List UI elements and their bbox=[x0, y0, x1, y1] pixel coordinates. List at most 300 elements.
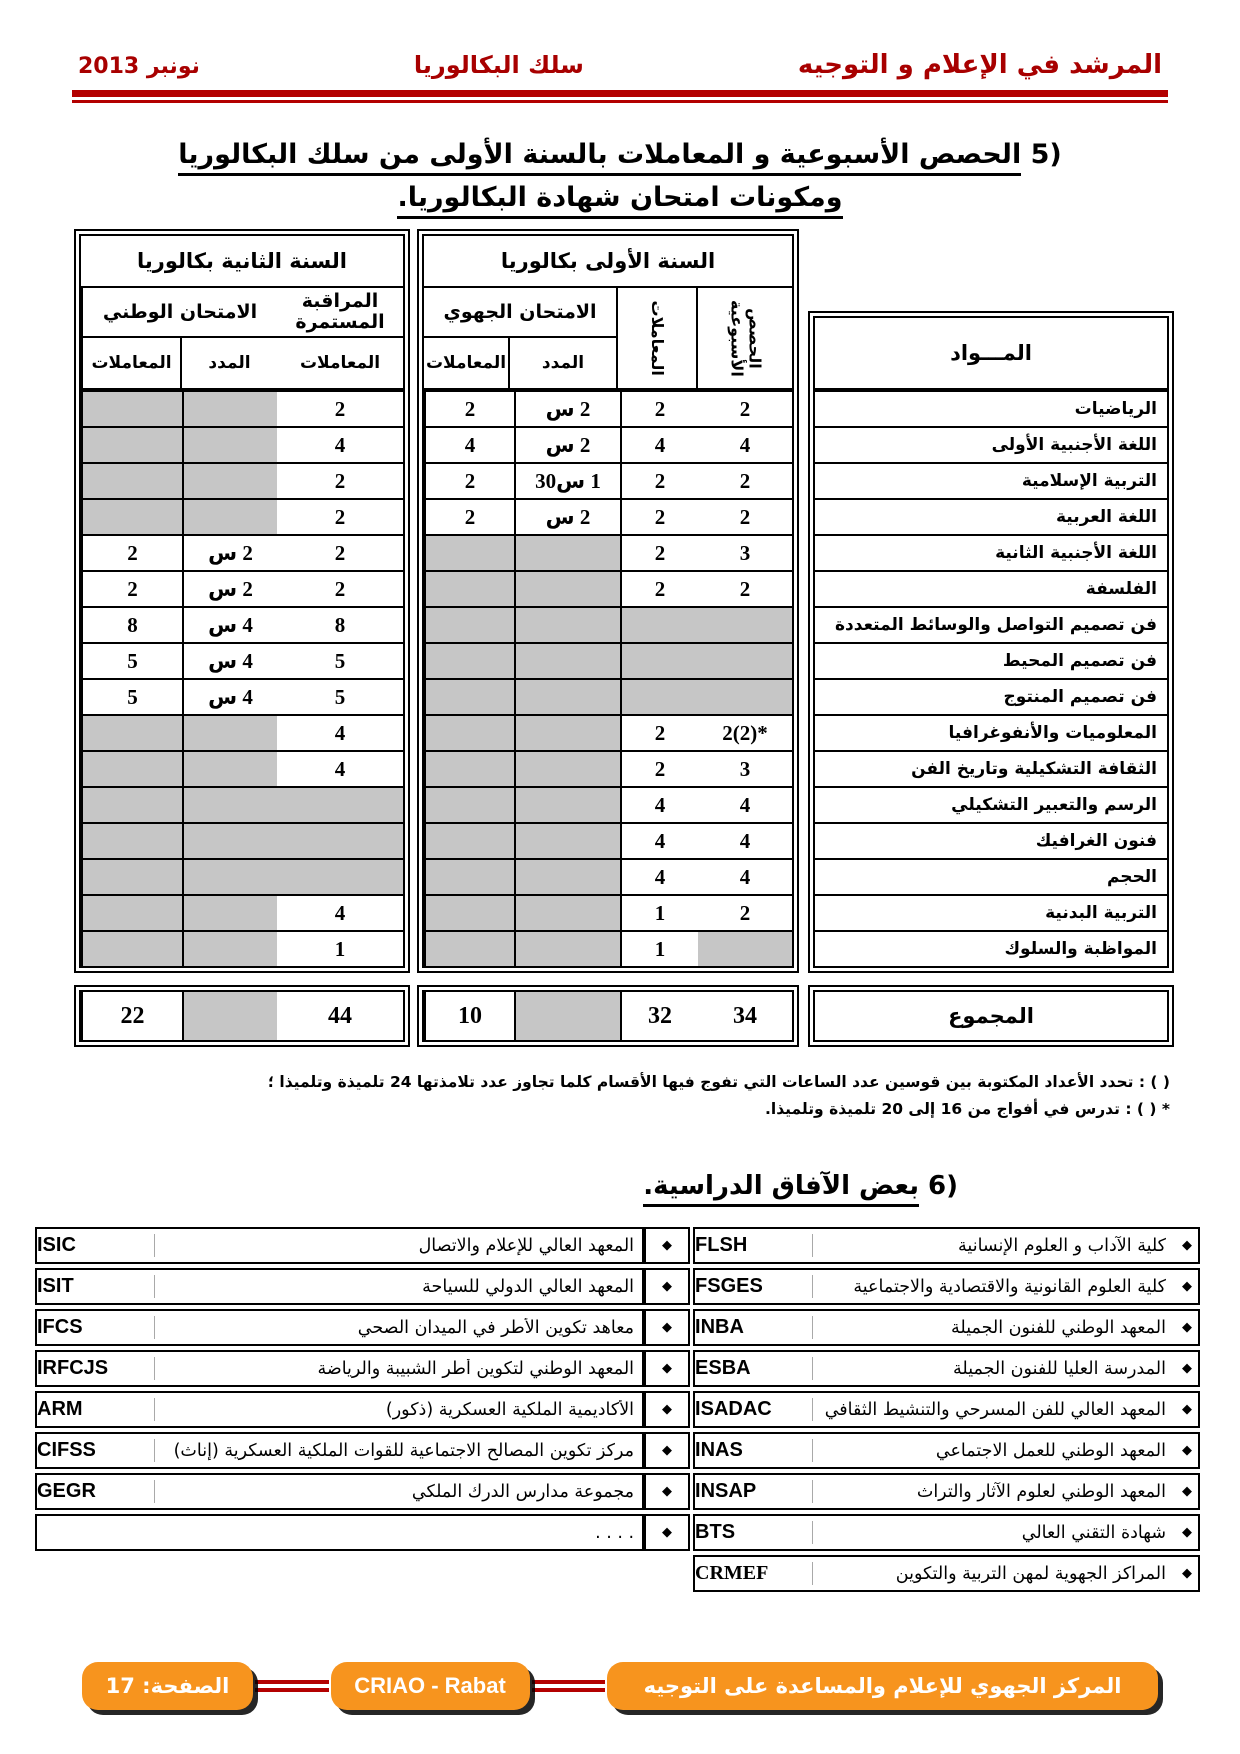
table-cell: 2(2)* bbox=[722, 720, 768, 745]
page-footer bbox=[82, 1662, 1158, 1710]
year1-body bbox=[424, 392, 792, 966]
table-row bbox=[815, 464, 1167, 500]
table-cell: 2 bbox=[424, 464, 514, 498]
institution-label: كلية الآداب و العلوم الإنسانية bbox=[958, 1235, 1166, 1256]
year2-title: السنة الثانية بكالوريا bbox=[81, 236, 403, 288]
table-cell: 4 س bbox=[182, 644, 277, 678]
institution-label: الأكاديمية الملكية العسكرية (ذكور) bbox=[385, 1399, 635, 1420]
table-row bbox=[815, 500, 1167, 536]
table-cell bbox=[81, 788, 182, 822]
diamond-bullet-icon: ◆ bbox=[1182, 1238, 1192, 1254]
table-cell bbox=[182, 896, 277, 930]
subjects-body bbox=[815, 392, 1167, 966]
section5-title-line1 bbox=[0, 139, 1240, 170]
institution-acronym: BTS bbox=[695, 1521, 813, 1544]
table-row bbox=[424, 572, 792, 608]
list-item bbox=[35, 1350, 693, 1387]
table-row bbox=[81, 932, 403, 966]
diamond-bullet-icon: ◆ bbox=[1182, 1484, 1192, 1500]
table-cell bbox=[277, 824, 403, 858]
table-cell bbox=[182, 716, 277, 750]
table-cell: 2 bbox=[739, 576, 751, 601]
table-cell bbox=[514, 536, 620, 570]
table-cell bbox=[514, 860, 620, 894]
list-item-box bbox=[693, 1268, 1200, 1305]
year1-group bbox=[417, 229, 799, 973]
list-item bbox=[693, 1309, 1200, 1346]
institution-label: المعهد العالي الدولي للسياحة bbox=[422, 1276, 635, 1297]
table-cell: 2 bbox=[620, 536, 698, 570]
section6-number: 6) bbox=[928, 1171, 958, 1202]
diamond-bullet-icon: ◆ bbox=[644, 1309, 690, 1346]
section6-title bbox=[0, 1171, 958, 1201]
institution-label: المعهد الوطني لعلوم الآثار والتراث bbox=[916, 1481, 1166, 1502]
subject-cell: اللغة الأجنبية الثانية bbox=[995, 543, 1157, 563]
table-row bbox=[815, 680, 1167, 716]
diamond-bullet-icon: ◆ bbox=[1182, 1525, 1192, 1541]
table-cell: 4 bbox=[334, 720, 346, 745]
table-row bbox=[424, 752, 792, 788]
table-cell: 4 bbox=[620, 428, 698, 462]
table-cell: 2 bbox=[739, 900, 751, 925]
table-row bbox=[81, 572, 403, 608]
institution-acronym: ARM bbox=[37, 1398, 155, 1421]
institution-label: شهادة التقني العالي bbox=[1021, 1522, 1166, 1543]
table-cell: 2 س bbox=[514, 392, 620, 426]
subject-cell: المعلوميات والأنفوغرافيا bbox=[948, 723, 1157, 743]
institution-acronym: GEGR bbox=[37, 1480, 155, 1503]
table-cell: 3 bbox=[739, 756, 751, 781]
table-cell: 1 س30 bbox=[514, 464, 620, 498]
footer-connector-right bbox=[532, 1680, 606, 1692]
table-cell bbox=[424, 896, 514, 930]
table-cell bbox=[620, 608, 698, 642]
diamond-bullet-icon: ◆ bbox=[1182, 1279, 1192, 1295]
table-cell: 5 bbox=[334, 648, 346, 673]
table-cell bbox=[81, 500, 182, 534]
table-cell: 2 bbox=[620, 464, 698, 498]
subject-cell: فن تصميم المنتوج bbox=[1003, 687, 1157, 707]
table-row bbox=[81, 824, 403, 860]
table-cell: 2 bbox=[620, 716, 698, 750]
table-row bbox=[424, 536, 792, 572]
footer-org-pill: المركز الجهوي للإعلام والمساعدة على التوجيه bbox=[607, 1662, 1158, 1710]
table-row bbox=[424, 680, 792, 716]
table-row bbox=[81, 428, 403, 464]
table-cell: 2 bbox=[739, 468, 751, 493]
table-row bbox=[424, 716, 792, 752]
table-cell bbox=[81, 932, 182, 966]
institution-label: المعهد العالي للإعلام والاتصال bbox=[418, 1235, 635, 1256]
table-cell: 4 bbox=[334, 756, 346, 781]
table-cell: 2 bbox=[739, 396, 751, 421]
institution-acronym: IFCS bbox=[37, 1316, 155, 1339]
totals-label-box bbox=[808, 985, 1174, 1047]
list-item bbox=[35, 1432, 693, 1469]
list-item bbox=[35, 1227, 693, 1264]
diamond-bullet-icon: ◆ bbox=[644, 1514, 690, 1551]
table-row bbox=[815, 428, 1167, 464]
table-cell bbox=[424, 716, 514, 750]
table-cell: 8 bbox=[81, 608, 182, 642]
table-cell bbox=[514, 788, 620, 822]
table-row bbox=[424, 464, 792, 500]
institution-acronym: INBA bbox=[695, 1316, 813, 1339]
list-item bbox=[693, 1432, 1200, 1469]
list-item bbox=[693, 1473, 1200, 1510]
table-cell bbox=[698, 608, 792, 642]
institution-label: المراكز الجهوية لمهن التربية والتكوين bbox=[895, 1563, 1166, 1584]
table-cell bbox=[81, 824, 182, 858]
subjects-column bbox=[808, 311, 1174, 973]
footer-center-pill: CRIAO - Rabat bbox=[331, 1662, 530, 1710]
table-row bbox=[424, 860, 792, 896]
table-cell: 3 bbox=[739, 540, 751, 565]
footer-page-number-pill: الصفحة: 17 bbox=[82, 1662, 253, 1710]
subjects-header: المـــواد bbox=[815, 318, 1167, 392]
year1-coeff-header: المعاملات bbox=[616, 288, 696, 388]
footnote-2: * ( ) : تدرس في أفواج من 16 إلى 20 تلميذة وتلميذا. bbox=[765, 1100, 1170, 1119]
totals-row bbox=[66, 985, 1174, 1047]
subject-cell: الرسم والتعبير التشكيلي bbox=[951, 795, 1157, 815]
table-cell: 4 bbox=[334, 900, 346, 925]
table-cell bbox=[514, 932, 620, 966]
table-cell bbox=[81, 716, 182, 750]
regional-duration-header: المدد bbox=[508, 338, 616, 388]
table-cell: 2 bbox=[334, 468, 346, 493]
table-cell: 5 bbox=[81, 644, 182, 678]
subject-cell: المواظبة والسلوك bbox=[1004, 939, 1157, 959]
subject-cell: اللغة العربية bbox=[1056, 507, 1157, 527]
table-cell bbox=[182, 428, 277, 462]
table-row bbox=[81, 536, 403, 572]
table-row bbox=[815, 824, 1167, 860]
table-cell bbox=[620, 680, 698, 714]
institution-acronym: ISIT bbox=[37, 1275, 155, 1298]
table-cell: 2 bbox=[81, 536, 182, 570]
table-cell: 34 bbox=[733, 1002, 757, 1029]
table-cell: 2 bbox=[334, 540, 346, 565]
table-cell bbox=[182, 932, 277, 966]
table-row bbox=[815, 536, 1167, 572]
table-row bbox=[81, 788, 403, 824]
table-cell bbox=[514, 644, 620, 678]
table-cell: 5 bbox=[81, 680, 182, 714]
institution-label: المعهد الوطني لتكوين أطر الشبيبة والرياضة bbox=[317, 1358, 635, 1379]
table-cell: 2 bbox=[620, 392, 698, 426]
list-item-box bbox=[693, 1473, 1200, 1510]
table-cell bbox=[698, 680, 792, 714]
prospects-left-column bbox=[35, 1227, 693, 1555]
table-cell: 1 bbox=[334, 936, 346, 961]
table-row bbox=[815, 788, 1167, 824]
table-cell bbox=[81, 464, 182, 498]
table-cell: 4 س bbox=[182, 608, 277, 642]
table-row bbox=[81, 608, 403, 644]
prospects-lists bbox=[35, 1227, 1200, 1596]
table-cell: 2 bbox=[81, 572, 182, 606]
table-cell bbox=[424, 536, 514, 570]
table-cell: 5 bbox=[334, 684, 346, 709]
table-cell bbox=[81, 392, 182, 426]
national-exam-title: الامتحان الوطني bbox=[83, 288, 277, 338]
table-cell: 2 bbox=[620, 572, 698, 606]
subject-cell: فن تصميم المحيط bbox=[1002, 651, 1157, 671]
subject-cell: التربية البدنية bbox=[1045, 903, 1157, 923]
table-cell bbox=[514, 752, 620, 786]
year1-title: السنة الأولى بكالوريا bbox=[424, 236, 792, 288]
table-cell bbox=[81, 896, 182, 930]
table-row bbox=[815, 716, 1167, 752]
header-date: نونبر 2013 bbox=[78, 54, 200, 79]
institution-label: المعهد الوطني للعمل الاجتماعي bbox=[935, 1440, 1166, 1461]
year2-body bbox=[81, 392, 403, 966]
table-cell bbox=[81, 428, 182, 462]
prospects-right-column bbox=[693, 1227, 1200, 1596]
diamond-bullet-icon: ◆ bbox=[1182, 1320, 1192, 1336]
list-item bbox=[35, 1514, 693, 1551]
table-cell bbox=[182, 824, 277, 858]
table-cell bbox=[620, 644, 698, 678]
table-cell bbox=[698, 932, 792, 966]
regional-exam-header bbox=[424, 288, 616, 388]
table-cell: 4 bbox=[739, 828, 751, 853]
subject-cell: اللغة الأجنبية الأولى bbox=[991, 435, 1157, 455]
diamond-bullet-icon: ◆ bbox=[644, 1473, 690, 1510]
table-cell bbox=[698, 644, 792, 678]
table-cell bbox=[514, 824, 620, 858]
table-row bbox=[81, 464, 403, 500]
table-cell: 2 س bbox=[514, 500, 620, 534]
subject-cell: الرياضيات bbox=[1074, 399, 1157, 419]
table-cell bbox=[514, 992, 620, 1040]
table-row bbox=[815, 644, 1167, 680]
table-cell: 2 س bbox=[514, 428, 620, 462]
table-row bbox=[424, 608, 792, 644]
list-item-box bbox=[693, 1350, 1200, 1387]
section5-title-line2: ومكونات امتحان شهادة البكالوريا. bbox=[0, 182, 1240, 213]
institution-acronym: FLSH bbox=[695, 1234, 813, 1257]
table-row bbox=[815, 608, 1167, 644]
table-cell: 4 bbox=[424, 428, 514, 462]
table-cell bbox=[182, 752, 277, 786]
list-item bbox=[35, 1268, 693, 1305]
regional-exam-title: الامتحان الجهوي bbox=[424, 288, 616, 338]
totals-year2-box bbox=[74, 985, 410, 1047]
list-item-box bbox=[693, 1309, 1200, 1346]
section5-title-text: الحصص الأسبوعية و المعاملات بالسنة الأولى من سلك البكالوريا bbox=[178, 139, 1021, 176]
continuous-assessment-header bbox=[277, 288, 403, 388]
table-cell bbox=[424, 680, 514, 714]
continuous-coeff-header: المعاملات bbox=[299, 353, 381, 373]
header-title-right: المرشد في الإعلام و التوجيه bbox=[797, 50, 1162, 80]
list-item bbox=[693, 1268, 1200, 1305]
institution-acronym: INAS bbox=[695, 1439, 813, 1462]
table-row bbox=[81, 860, 403, 896]
list-item-box bbox=[693, 1432, 1200, 1469]
institution-acronym: FSGES bbox=[695, 1275, 813, 1298]
table-cell bbox=[424, 608, 514, 642]
table-row bbox=[81, 896, 403, 932]
section6-title-text: بعض الآفاق الدراسية. bbox=[643, 1171, 919, 1207]
table-cell bbox=[514, 572, 620, 606]
subject-cell: الحجم bbox=[1106, 867, 1157, 887]
list-item-box bbox=[35, 1350, 644, 1387]
table-row bbox=[81, 752, 403, 788]
table-row bbox=[815, 860, 1167, 896]
table-cell: 2 bbox=[739, 504, 751, 529]
table-footnotes bbox=[70, 1069, 1170, 1123]
table-row bbox=[81, 500, 403, 536]
institution-label: مجموعة مدارس الدرك الملكي bbox=[411, 1481, 635, 1502]
table-cell bbox=[182, 464, 277, 498]
table-cell bbox=[424, 824, 514, 858]
table-cell: 2 س bbox=[182, 572, 277, 606]
table-cell bbox=[514, 716, 620, 750]
table-cell: 32 bbox=[620, 992, 698, 1040]
institution-acronym: IRFCJS bbox=[37, 1357, 155, 1380]
table-row bbox=[81, 392, 403, 428]
table-cell bbox=[424, 752, 514, 786]
table-cell bbox=[182, 392, 277, 426]
institution-label: المدرسة العليا للفنون الجميلة bbox=[953, 1358, 1166, 1379]
table-cell bbox=[514, 680, 620, 714]
table-cell bbox=[277, 860, 403, 894]
table-row bbox=[424, 500, 792, 536]
weekly-hours-header: الحصص الأسبوعية bbox=[696, 288, 792, 388]
institution-acronym: ESBA bbox=[695, 1357, 813, 1380]
list-item-box bbox=[693, 1555, 1200, 1592]
subject-cell: فن تصميم التواصل والوسائط المتعددة bbox=[835, 615, 1157, 635]
list-item-box bbox=[35, 1432, 644, 1469]
table-cell: 8 bbox=[334, 612, 346, 637]
table-cell: 2 bbox=[334, 576, 346, 601]
header-title-center: سلك البكالوريا bbox=[413, 51, 584, 79]
table-cell: 4 bbox=[620, 824, 698, 858]
national-duration-header: المدد bbox=[208, 353, 251, 373]
table-cell bbox=[424, 644, 514, 678]
table-cell bbox=[81, 752, 182, 786]
table-cell: 1 bbox=[620, 932, 698, 966]
table-row bbox=[424, 428, 792, 464]
table-row bbox=[424, 824, 792, 860]
national-exam-header bbox=[81, 288, 277, 388]
table-cell: 2 س bbox=[182, 536, 277, 570]
table-cell bbox=[424, 860, 514, 894]
table-row bbox=[424, 644, 792, 680]
diamond-bullet-icon: ◆ bbox=[1182, 1566, 1192, 1582]
table-cell: 2 bbox=[620, 752, 698, 786]
subject-cell: التربية الإسلامية bbox=[1021, 471, 1157, 491]
table-row bbox=[815, 572, 1167, 608]
table-cell bbox=[182, 992, 277, 1040]
table-cell: 2 bbox=[424, 392, 514, 426]
table-cell: 2 bbox=[620, 500, 698, 534]
table-cell: 1 bbox=[620, 896, 698, 930]
institution-label: المعهد الوطني للفنون الجميلة bbox=[951, 1317, 1166, 1338]
table-cell bbox=[182, 788, 277, 822]
hours-coefficients-table bbox=[66, 229, 1174, 973]
table-cell: 4 bbox=[739, 432, 751, 457]
year2-header-area bbox=[81, 288, 403, 392]
institution-label: مركز تكوين المصالح الاجتماعية للقوات الملكية العسكرية (إناث) bbox=[173, 1440, 635, 1461]
totals-label: المجموع bbox=[948, 1004, 1034, 1028]
diamond-bullet-icon: ◆ bbox=[644, 1432, 690, 1469]
table-cell: 22 bbox=[81, 992, 182, 1040]
table-row bbox=[424, 932, 792, 966]
page-header bbox=[0, 0, 1240, 80]
table-row bbox=[815, 392, 1167, 428]
list-item-box bbox=[693, 1514, 1200, 1551]
list-item-box bbox=[35, 1227, 644, 1264]
year1-header-area bbox=[424, 288, 792, 392]
table-row bbox=[815, 896, 1167, 932]
table-cell: 4 bbox=[739, 864, 751, 889]
table-cell: 2 bbox=[424, 500, 514, 534]
list-item bbox=[35, 1391, 693, 1428]
list-item bbox=[693, 1514, 1200, 1551]
list-item bbox=[693, 1350, 1200, 1387]
list-item-box bbox=[35, 1309, 644, 1346]
list-item-box bbox=[693, 1391, 1200, 1428]
table-cell: 2 bbox=[334, 396, 346, 421]
table-cell: 44 bbox=[328, 1002, 352, 1029]
table-cell bbox=[81, 860, 182, 894]
institution-acronym: CIFSS bbox=[37, 1439, 155, 1462]
table-cell bbox=[182, 500, 277, 534]
diamond-bullet-icon: ◆ bbox=[1182, 1361, 1192, 1377]
table-cell bbox=[277, 788, 403, 822]
institution-acronym: ISIC bbox=[37, 1234, 155, 1257]
table-cell bbox=[182, 860, 277, 894]
diamond-bullet-icon: ◆ bbox=[644, 1350, 690, 1387]
diamond-bullet-icon: ◆ bbox=[644, 1391, 690, 1428]
table-cell: 4 bbox=[620, 788, 698, 822]
table-row bbox=[81, 644, 403, 680]
table-cell bbox=[424, 932, 514, 966]
list-item bbox=[35, 1309, 693, 1346]
header-divider-thick bbox=[72, 90, 1168, 97]
table-row bbox=[424, 896, 792, 932]
list-item bbox=[693, 1227, 1200, 1264]
table-cell bbox=[424, 572, 514, 606]
table-row bbox=[815, 752, 1167, 788]
institution-label: معاهد تكوين الأطر في الميدان الصحي bbox=[357, 1317, 635, 1338]
footnote-1: ( ) : تحدد الأعداد المكتوبة بين قوسين عدد الساعات التي تفوج فيها الأقسام كلما تجاوز عدد تلامذتها 24 تلميذة وتلميذا ؛ bbox=[267, 1073, 1170, 1091]
diamond-bullet-icon: ◆ bbox=[644, 1268, 690, 1305]
footer-connector-left bbox=[255, 1680, 329, 1692]
section5-number: 5) bbox=[1030, 139, 1062, 170]
list-item bbox=[693, 1555, 1200, 1592]
header-divider bbox=[72, 90, 1168, 103]
table-row bbox=[424, 392, 792, 428]
institution-label: المعهد العالي للفن المسرحي والتنشيط الثقافي bbox=[824, 1399, 1166, 1420]
diamond-bullet-icon: ◆ bbox=[1182, 1402, 1192, 1418]
subject-cell: الفلسفة bbox=[1085, 579, 1157, 599]
table-cell bbox=[424, 788, 514, 822]
continuous-assessment-title: المراقبة المستمرة bbox=[277, 288, 403, 338]
table-cell: 4 س bbox=[182, 680, 277, 714]
subject-cell: فنون الغرافيك bbox=[1035, 831, 1157, 851]
table-row bbox=[81, 716, 403, 752]
table-cell: 2 bbox=[334, 504, 346, 529]
subject-cell: الثقافة التشكيلية وتاريخ الفن bbox=[911, 759, 1157, 779]
list-item-box bbox=[35, 1268, 644, 1305]
table-row bbox=[424, 788, 792, 824]
list-item-box bbox=[35, 1514, 644, 1551]
institution-acronym: CRMEF bbox=[695, 1562, 813, 1585]
list-item-box bbox=[35, 1473, 644, 1510]
